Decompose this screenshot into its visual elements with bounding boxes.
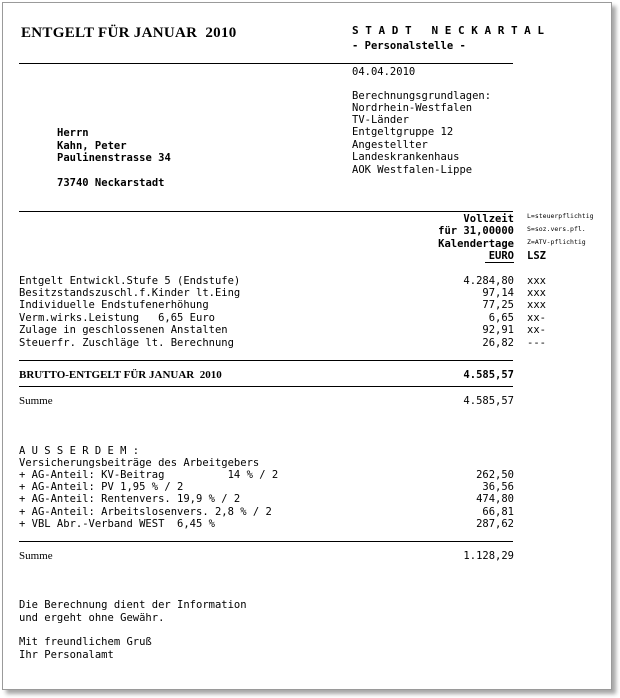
column-currency: EURO: [488, 250, 514, 262]
summe-amount: 4.585,57: [463, 395, 514, 407]
item-amount: 4.284,80: [463, 275, 514, 287]
document-date: 04.04.2010: [352, 66, 416, 78]
employer-contribution-amount: 66,81: [482, 506, 514, 518]
item-lsz: xx-: [527, 324, 546, 336]
column-period: für 31,00000: [438, 225, 514, 237]
employer-contribution-label: + VBL Abr.-Verband WEST 6,45 %: [19, 518, 215, 530]
item-lsz: xxx: [527, 299, 546, 311]
item-label: Steuerfr. Zuschläge lt. Berechnung: [19, 337, 234, 349]
employer-contribution-label: + AG-Anteil: Rentenvers. 19,9 % / 2: [19, 493, 241, 505]
employer-contribution-label: + AG-Anteil: Arbeitslosenvers. 2,8 % / 2: [19, 506, 272, 518]
employer-contribution-amount: 287,62: [476, 518, 514, 530]
employer-contribution-amount: 474,80: [476, 493, 514, 505]
employer-contribution-amount: 36,56: [482, 481, 514, 493]
basis-line: TV-Länder: [352, 114, 409, 126]
footer-signature: Ihr Personalamt: [19, 649, 114, 661]
employer-contribution-amount: 262,50: [476, 469, 514, 481]
ausserdem-subheading: Versicherungsbeiträge des Arbeitgebers: [19, 457, 260, 469]
item-label: Verm.wirks.Leistung 6,65 Euro: [19, 312, 215, 324]
organization-name: S T A D T N E C K A R T A L: [352, 24, 545, 37]
item-lsz: xxx: [527, 287, 546, 299]
item-amount: 6,65: [488, 312, 514, 324]
summe2-divider: [19, 541, 513, 542]
brutto-amount: 4.585,57: [463, 369, 514, 381]
payslip-title: ENTGELT FÜR JANUAR 2010: [21, 25, 237, 41]
summe-label: Summe: [19, 395, 53, 407]
item-amount: 77,25: [482, 299, 514, 311]
item-amount: 97,14: [482, 287, 514, 299]
footer-note: und ergeht ohne Gewähr.: [19, 612, 165, 624]
currency-underline: [485, 262, 514, 263]
footer-closing: Mit freundlichem Gruß: [19, 636, 152, 648]
address-salutation: Herrn: [57, 127, 89, 139]
column-lsz: LSZ: [527, 250, 546, 262]
item-label: Entgelt Entwickl.Stufe 5 (Endstufe): [19, 275, 241, 287]
brutto-divider: [19, 360, 513, 361]
item-label: Zulage in geschlossenen Anstalten: [19, 324, 228, 336]
employer-contribution-label: + AG-Anteil: PV 1,95 % / 2: [19, 481, 184, 493]
column-vollzeit: Vollzeit: [463, 213, 514, 225]
summe2-label: Summe: [19, 550, 53, 562]
footer-note: Die Berechnung dient der Information: [19, 599, 247, 611]
item-lsz: xxx: [527, 275, 546, 287]
summe-divider: [19, 386, 513, 387]
item-label: Individuelle Endstufenerhöhung: [19, 299, 209, 311]
basis-heading: Berechnungsgrundlagen:: [352, 90, 492, 102]
item-amount: 92,91: [482, 324, 514, 336]
address-street: Paulinenstrasse 34: [57, 152, 171, 164]
address-city: 73740 Neckarstadt: [57, 177, 165, 189]
basis-line: Landeskrankenhaus: [352, 151, 460, 163]
summe2-amount: 1.128,29: [463, 550, 514, 562]
item-amount: 26,82: [482, 337, 514, 349]
basis-line: Angestellter: [352, 139, 428, 151]
basis-line: Entgeltgruppe 12: [352, 126, 454, 138]
item-label: Besitzstandszuschl.f.Kinder lt.Eing: [19, 287, 241, 299]
department-name: - Personalstelle -: [352, 40, 466, 52]
basis-line: Nordrhein-Westfalen: [352, 102, 473, 114]
item-lsz: ---: [527, 337, 546, 349]
employer-contribution-label: + AG-Anteil: KV-Beitrag 14 % / 2: [19, 469, 279, 481]
header-divider: [19, 63, 513, 64]
address-name: Kahn, Peter: [57, 140, 127, 152]
table-top-divider: [19, 211, 513, 212]
legend-entry: S=soz.vers.pfl.: [527, 225, 586, 233]
brutto-label: BRUTTO-ENTGELT FÜR JANUAR 2010: [19, 369, 222, 381]
ausserdem-heading: A U S S E R D E M :: [19, 445, 140, 457]
item-lsz: xx-: [527, 312, 546, 324]
legend-entry: L=steuerpflichtig: [527, 212, 594, 220]
basis-line: AOK Westfalen-Lippe: [352, 164, 473, 176]
column-kalendertage: Kalendertage: [438, 238, 514, 250]
legend-entry: Z=ATV-pflichtig: [527, 238, 586, 246]
